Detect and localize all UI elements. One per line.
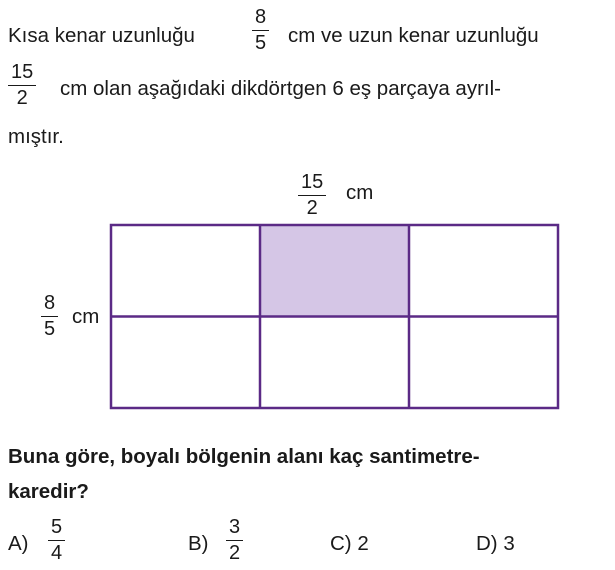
fraction-numerator: 15 (298, 172, 326, 196)
fraction-denominator: 4 (51, 542, 63, 564)
shaded-cell (260, 225, 409, 317)
fraction-numerator: 3 (226, 517, 243, 541)
option-a-fraction (48, 517, 65, 564)
fraction-denominator: 5 (255, 32, 267, 54)
fraction-numerator: 8 (252, 7, 269, 31)
left-dimension-unit: cm (72, 305, 100, 328)
problem-text-line-1-start: Kısa kenar uzunluğu (8, 24, 195, 47)
fraction-numerator: 8 (41, 293, 58, 317)
fraction-denominator: 2 (306, 197, 318, 219)
option-d: D) 3 (476, 532, 515, 555)
grid-cell (409, 225, 558, 317)
problem-text-line-3: mıştır. (8, 125, 64, 148)
grid-cell (409, 317, 558, 409)
fraction-numerator: 5 (48, 517, 65, 541)
fraction-numerator: 15 (8, 62, 36, 86)
problem-text-line-2: cm olan aşağıdaki dikdörtgen 6 eş parçaya ayrıl- (60, 77, 501, 100)
question-line-1: Buna göre, boyalı bölgenin alanı kaç santimetre- (8, 445, 480, 468)
problem-text-line-1-end: cm ve uzun kenar uzunluğu (288, 24, 539, 47)
top-dimension-unit: cm (346, 181, 374, 204)
fraction-denominator: 5 (44, 318, 56, 340)
option-a-label: A) (8, 532, 29, 555)
grid-cell (111, 317, 260, 409)
grid-cell (260, 317, 409, 409)
fraction-denominator: 2 (16, 87, 28, 109)
option-c: C) 2 (330, 532, 369, 555)
grid-cell (111, 225, 260, 317)
question-line-2: karedir? (8, 480, 89, 503)
option-b-label: B) (188, 532, 209, 555)
option-b-fraction (226, 517, 243, 564)
fraction-denominator: 2 (229, 542, 241, 564)
